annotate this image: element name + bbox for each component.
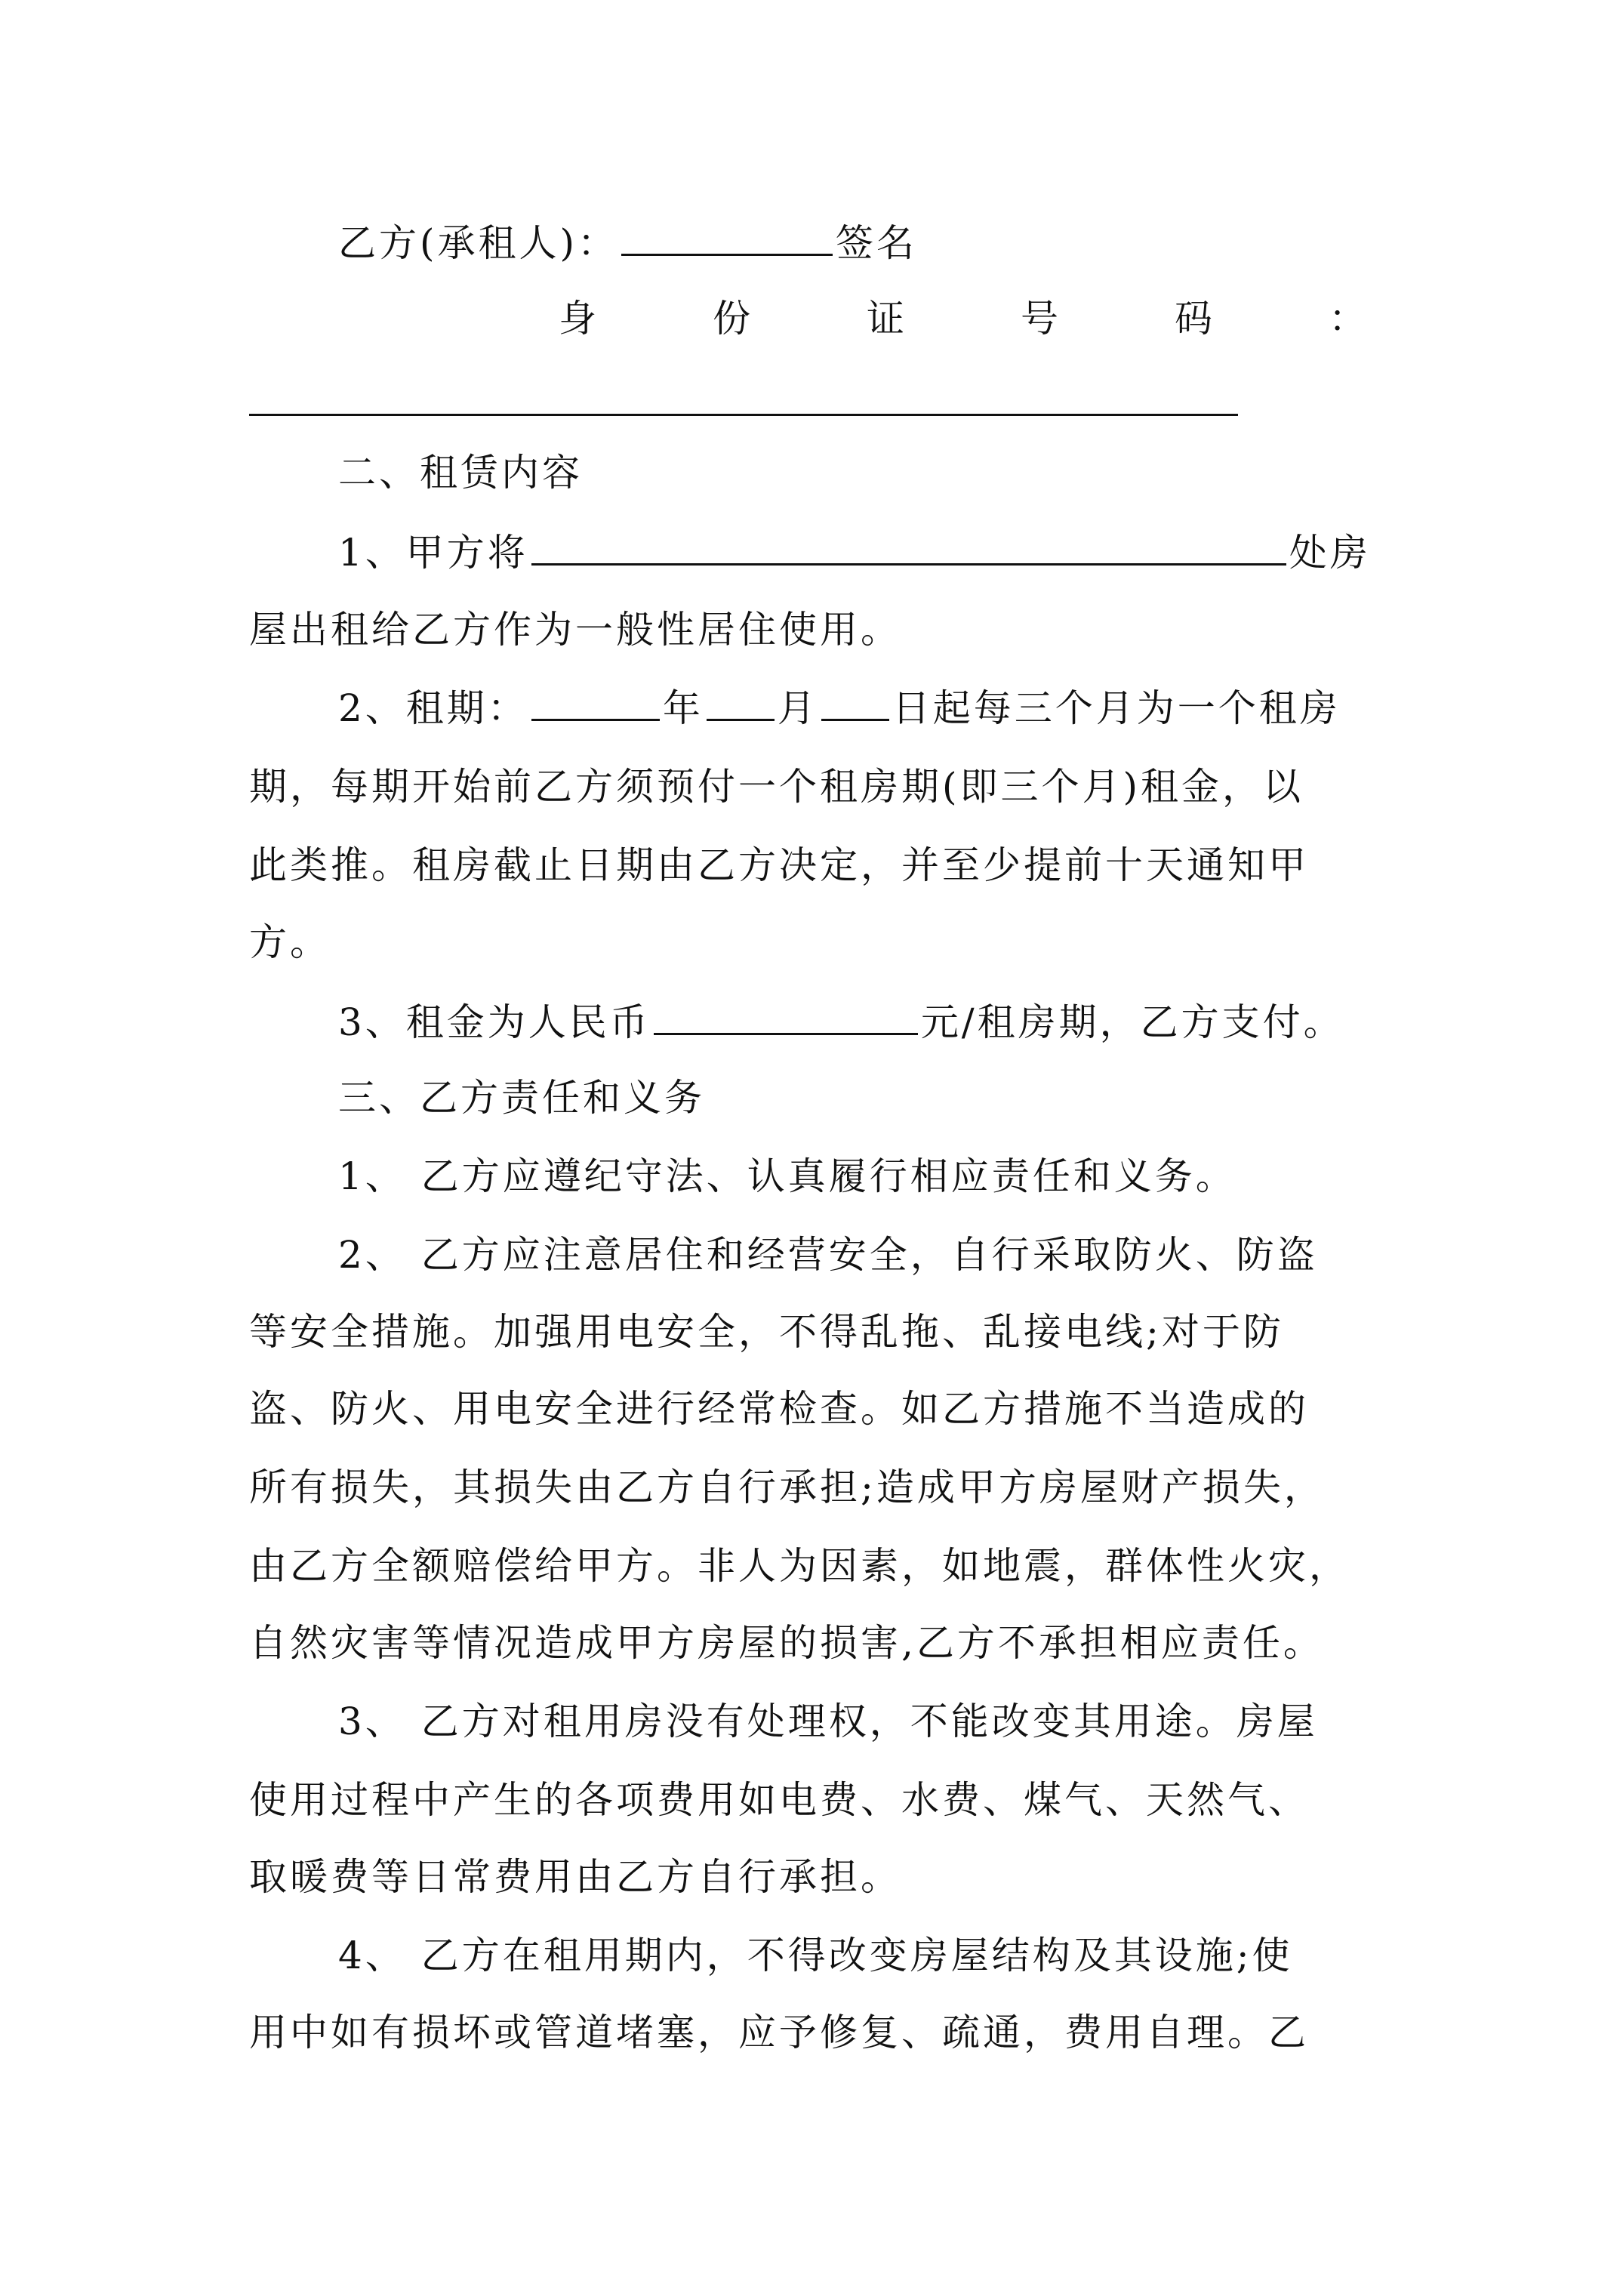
item-2-1-pre: 1、甲方将 xyxy=(338,531,528,575)
item-2-2-line-4: 方。 xyxy=(249,920,331,964)
item-2-1-post: 处房 xyxy=(1289,531,1371,575)
item-2-2-post: 日起每三个月为一个租房 xyxy=(892,686,1341,730)
month-label: 月 xyxy=(777,686,818,730)
item-2-1-line-1 xyxy=(338,529,1486,574)
item-2-2-pre: 2、租期： xyxy=(338,686,528,730)
item-3-2-line-4: 所有损失，其损失由乙方自行承担;造成甲方房屋财产损失， xyxy=(249,1465,1325,1509)
item-3-2-line-5: 由乙方全额赔偿给甲方。非人为因素，如地震，群体性火灾， xyxy=(249,1544,1350,1588)
year-blank[interactable] xyxy=(531,684,660,721)
item-3-4-line-2: 用中如有损坏或管道堵塞，应予修复、疏通，费用自理。乙 xyxy=(249,2011,1309,2054)
item-2-2-line-2: 期，每期开始前乙方须预付一个租房期(即三个月)租金，以 xyxy=(249,765,1304,809)
month-blank[interactable] xyxy=(707,684,775,721)
section-2-heading: 二、租赁内容 xyxy=(338,451,583,495)
property-address-blank[interactable] xyxy=(531,529,1286,566)
item-3-2-line-2: 等安全措施。加强用电安全，不得乱拖、乱接电线;对于防 xyxy=(249,1310,1284,1354)
item-3-3-line-2: 使用过程中产生的各项费用如电费、水费、煤气、天然气、 xyxy=(249,1778,1309,1822)
id-number-label xyxy=(559,296,1366,341)
id-char: 号 xyxy=(1021,297,1058,341)
id-char: 份 xyxy=(713,297,750,341)
id-char: 证 xyxy=(867,297,904,341)
id-number-blank[interactable] xyxy=(249,414,1238,416)
id-char: ： xyxy=(1329,297,1366,341)
item-3-1: 1、 乙方应遵纪守法、认真履行相应责任和义务。 xyxy=(338,1154,1236,1198)
id-char: 身 xyxy=(559,297,596,341)
item-2-3-post: 元/租房期，乙方支付。 xyxy=(920,1000,1344,1044)
item-2-2-line-3: 此类推。租房截止日期由乙方决定，并至少提前十天通知甲 xyxy=(249,843,1309,887)
item-3-2-line-6: 自然灾害等情况造成甲方房屋的损害,乙方不承担相应责任。 xyxy=(249,1621,1324,1665)
party-b-label: 乙方(承租人)： xyxy=(338,221,619,265)
item-2-3-pre: 3、租金为人民币 xyxy=(338,1000,651,1044)
party-b-name-blank[interactable] xyxy=(621,219,833,256)
item-2-2-line-1 xyxy=(338,684,1486,729)
day-blank[interactable] xyxy=(821,684,889,721)
item-3-3-line-1: 3、 乙方对租用房没有处理权，不能改变其用途。房屋 xyxy=(338,1700,1318,1743)
rent-amount-blank[interactable] xyxy=(654,998,918,1035)
year-label: 年 xyxy=(662,686,704,730)
item-3-4-line-1: 4、 乙方在租用期内，不得改变房屋结构及其设施;使 xyxy=(338,1934,1293,1977)
section-3-heading: 三、乙方责任和义务 xyxy=(338,1076,705,1120)
item-2-3-line-1 xyxy=(338,998,1486,1043)
item-2-1-line-2: 屋出租给乙方作为一般性居住使用。 xyxy=(249,608,901,652)
party-b-sign-label: 签名 xyxy=(836,221,918,265)
item-3-2-line-3: 盗、防火、用电安全进行经常检查。如乙方措施不当造成的 xyxy=(249,1387,1309,1431)
item-3-2-line-1: 2、 乙方应注意居住和经营安全，自行采取防火、防盗 xyxy=(338,1233,1318,1277)
party-b-line xyxy=(338,219,1486,264)
item-3-3-line-3: 取暖费等日常费用由乙方自行承担。 xyxy=(249,1855,901,1899)
id-char: 码 xyxy=(1175,297,1212,341)
